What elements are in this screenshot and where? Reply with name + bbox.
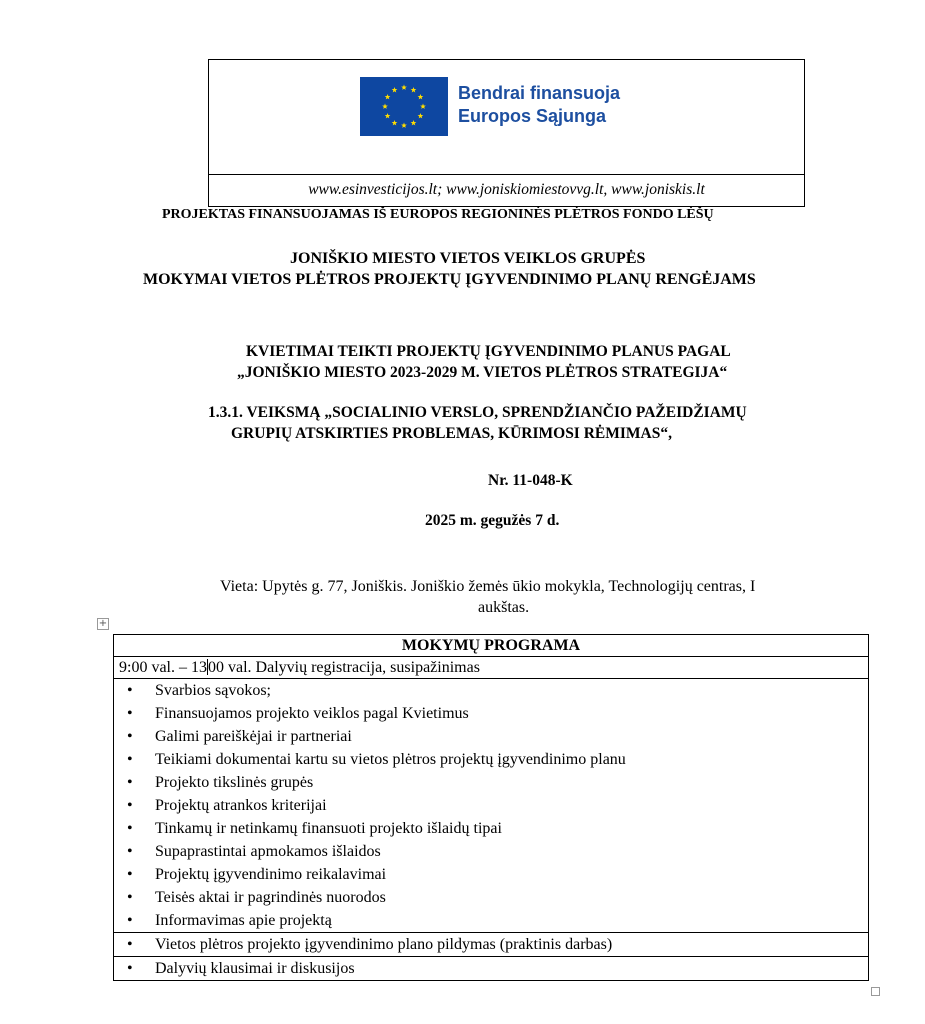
funding-logo-cell bbox=[209, 60, 804, 175]
topic-item: • Teikiami dokumentai kartu su vietos plėtros projektų įgyvendinimo planu bbox=[155, 748, 868, 771]
topics-list bbox=[119, 679, 868, 932]
table-resize-handle[interactable] bbox=[871, 987, 880, 996]
call-line2: „JONIŠKIO MIESTO 2023-2029 M. VIETOS PLĖTROS STRATEGIJA“ bbox=[237, 364, 728, 381]
eu-flag-graphic bbox=[360, 77, 448, 136]
topic-item: • Teisės aktai ir pagrindinės nuorodos bbox=[155, 886, 868, 909]
topic-item: • Informavimas apie projektą bbox=[155, 909, 868, 932]
topic-item: • Projekto tikslinės grupės bbox=[155, 771, 868, 794]
title-line1: JONIŠKIO MIESTO VIETOS VEIKLOS GRUPĖS bbox=[290, 250, 646, 267]
table-move-handle-icon[interactable]: + bbox=[98, 618, 108, 629]
program-table bbox=[113, 634, 869, 981]
topic-item: • Supaprastintai apmokamos išlaidos bbox=[155, 840, 868, 863]
eu-funding-line2: Europos Sąjunga bbox=[458, 106, 607, 126]
practical-item: • Vietos plėtros projekto įgyvendinimo plano pildymas (praktinis darbas) bbox=[155, 933, 868, 956]
topic-item: • Tinkamų ir netinkamų finansuoti projekto išlaidų tipai bbox=[155, 817, 868, 840]
topic-item: • Projektų atrankos kriterijai bbox=[155, 794, 868, 817]
eu-flag-icon bbox=[360, 77, 448, 136]
funding-header-box bbox=[208, 59, 805, 207]
action-line2: GRUPIŲ ATSKIRTIES PROBLEMAS, KŪRIMOSI RĖMIMAS“, bbox=[231, 425, 672, 442]
venue-line2: aukštas. bbox=[478, 599, 530, 616]
topic-item: • Finansuojamos projekto veiklos pagal Kvietimus bbox=[155, 702, 868, 725]
eu-funding-line1: Bendrai finansuoja bbox=[458, 83, 621, 103]
questions-item: • Dalyvių klausimai ir diskusijos bbox=[155, 957, 868, 980]
questions-row[interactable] bbox=[114, 957, 869, 981]
document-date: 2025 m. gegužės 7 d. bbox=[425, 512, 560, 529]
call-line1: KVIETIMAI TEIKTI PROJEKTŲ ĮGYVENDINIMO PLANUS PAGAL bbox=[246, 343, 731, 360]
topic-item: • Svarbios sąvokos; bbox=[155, 679, 868, 702]
funding-note: PROJEKTAS FINANSUOJAMAS IŠ EUROPOS REGIONINĖS PLĖTROS FONDO LĖŠŲ bbox=[162, 207, 714, 222]
registration-time-start: 9:00 val. – 13 bbox=[119, 659, 207, 676]
eu-funding-text bbox=[458, 82, 620, 128]
topics-cell[interactable] bbox=[114, 679, 869, 933]
title-line2: MOKYMAI VIETOS PLĖTROS PROJEKTŲ ĮGYVENDINIMO PLANŲ RENGĖJAMS bbox=[143, 271, 756, 288]
registration-time-end: 00 val. Dalyvių registracija, susipažinimas bbox=[208, 659, 480, 676]
registration-row[interactable] bbox=[114, 657, 869, 679]
topic-item: • Galimi pareiškėjai ir partneriai bbox=[155, 725, 868, 748]
website-links: www.esinvesticijos.lt; www.joniskiomiestovvg.lt, www.joniskis.lt bbox=[308, 181, 705, 198]
document-number: Nr. 11-048-K bbox=[488, 472, 573, 489]
practical-row[interactable] bbox=[114, 933, 869, 957]
action-line1: 1.3.1. VEIKSMĄ „SOCIALINIO VERSLO, SPRENDŽIANČIO PAŽEIDŽIAMŲ bbox=[208, 404, 747, 421]
venue-line1: Vieta: Upytės g. 77, Joniškis. Joniškio žemės ūkio mokykla, Technologijų centras, I bbox=[220, 578, 756, 595]
program-heading: MOKYMŲ PROGRAMA bbox=[114, 635, 869, 657]
topic-item: • Projektų įgyvendinimo reikalavimai bbox=[155, 863, 868, 886]
